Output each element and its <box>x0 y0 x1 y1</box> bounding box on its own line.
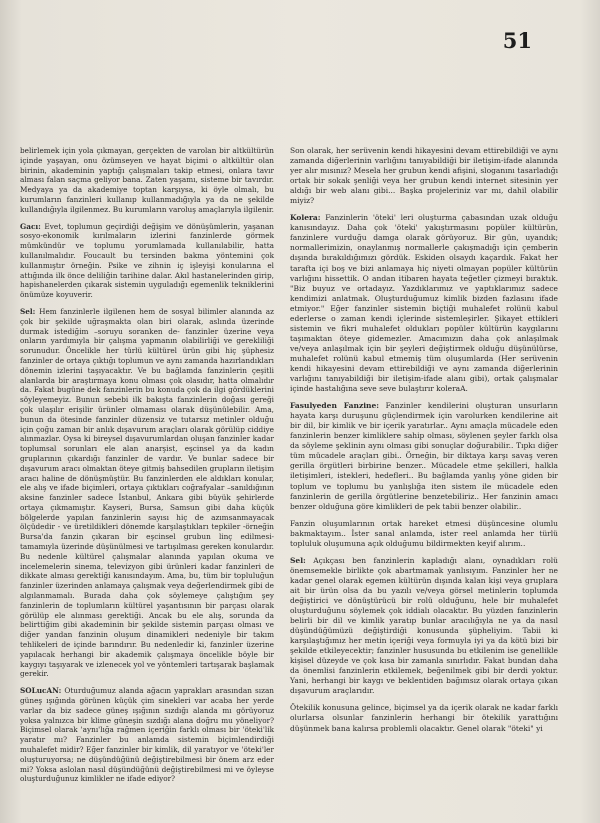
speaker-label: Kolera: <box>290 213 321 223</box>
speaker-label: Gacı: <box>20 221 41 231</box>
paragraph <box>290 556 558 697</box>
paragraph-text: Oturduğumuz alanda ağacın yaprakları arasından sızan güneş ışığında görünen küçük çim sinekleri var acaba her yerde varlar da biz sadece güneş ışığının sızdığı alanda mı görüyoruz yoksa yalnızca bir klime güneşin sızdığı alana doğru mu yöneliyor? Biçimsel olarak 'aynı'lığa rağmen içeriğin farklı olması bir 'öteki'lik yaratır mı? Fanzinler bu anlamda sistemin biçimlendirdiği muhalefet midir? Eğer fanzinler bir kimlik, dil yaratıyor ve 'öteki'ler oluşturuyorsa; ne düşündüğünü değiştirebilmesi bir önem arz eder mi? Yoksa aslolan nasıl düşündüğünü değiştirebilmesi mi ve öyleyse oluşturduğunuz kimlikler ne ifade ediyor? <box>20 686 274 784</box>
paragraph-text: Fanzinlerin 'öteki' leri oluşturma çabasından uzak olduğu kanısındayız. Daha çok 'öteki' yakıştırmasını popüler kültürün, fanzinlere vurduğu damga olarak görüyoruz. Bir gün, uyandık; normallerimizin, onaylanmış normallerle çakışmadığı için çemberin dışında bırakıldığımızı gördük. Eskiden olsaydı kaçardık. Fakat her tarafta içi boş ve bizi anlamaya hiç niyeti olmayan popüler kültürün varlığını hissettik. O andan itibaren hayata teğetler çizmeyi bıraktık. "Biz buyuz ve ortadayız. Yazdıklarımız ve yaptıklarımız sadece kendimizi anlatmak. Oluşturduğumuz kimlik bizden fazlasını ifade etmiyor." Eğer fanzinler sistemin biçtiği muhalefet rolünü kabul ederlerse o zaman kendi içlerinde sistemleşirler. Şikayet ettikleri sistemin ve fikri muhalefet oldukları popüler kültürün kaygılarını taşımaktan öteye gidemezler. Amacımızın daha çok anlaşılmak ve/veya anlaşılmak için bir şeyleri değiştirmek olduğu düşünülürse, muhalefet rolünü kabul etmemiş tüm oluşumlarda (Her serüvenin kendi hikayesini devam ettirebildiği ve aynı zamanda diğerlerinin varlığını tanıyabildiği bir iletişim-ifade alanı gibi), ortak çalışmalar içinde hastalığına seve seve bulaştırır koleraA. <box>290 213 558 394</box>
speaker-label: Fasulyeden Fanzine: <box>290 401 380 411</box>
paragraph <box>20 222 274 300</box>
speaker-label: SOLucAN: <box>20 686 62 696</box>
paragraph-text: Açıkçası ben fanzinlerin kapladığı alanı, oynadıkları rolü önemsemekle birlikte çok abartmamak yanlısıyım. Fanzinler her ne kadar genel olarak egemen kültürün dışında kalan kişi veya gruplara ait bir ürün olsa da bu yazılı ve/veya görsel metinlerin toplumda değiştirici ve dönüştürücü bir rolü olduğunu, hele bir muhalefet oluşturduğunu söylemek çok iddialı olacaktır. Bu yüzden fanzinlerin belirli bir dil ve kimlik yaratıp bunlar aracılığıyla ne ya da nasıl düşündüğümüzü değiştirdiği konusunda şüpheliyim. Tabii ki karşılaştığımız her metin içeriği veya formuyla iyi ya da kötü bizi bir şekilde etkileyecektir; fanzinler hususunda bu etkilenim ise genellikle kişisel düzeyde ve çok kısa bir zamanla sınırlıdır. Fakat bundan daha da önemlisi fanzinlerin etkilemek, beğenilmek gibi bir derdi yoktur. Yani, herhangi bir kaygı ve beklentiden bağımsız olarak ortaya çıkan dışavurum araçlarıdır. <box>290 555 558 696</box>
paragraph-text: Son olarak, her serüvenin kendi hikayesini devam ettirebildiği ve aynı zamanda diğerlerinin varlığını tanıyabildiği bir iletişim-ifade alanında yer alır mısınız? Mesela her grubun kendi afişini, sloganını tasarladığı ortak bir sokak şenliği veya her grubun kendi internet sitesinin yer aldığı bir web alanı gibi... Başka projeleriniz var mı, dahil olabilir miyiz? <box>290 146 558 206</box>
paragraph <box>290 146 558 206</box>
paragraph <box>290 213 558 394</box>
speaker-label: Sel: <box>20 306 36 316</box>
paragraph <box>290 703 558 733</box>
paragraph-text: Ötekilik konusuna gelince, biçimsel ya da içerik olarak ne kadar farklı olurlarsa olsunlar fanzinlerin herhangi bir ötekilik yarattığını düşünmek bana kalırsa problemli olacaktır. Genel olarak "öteki" yi <box>290 703 558 733</box>
page-number: 51 <box>502 28 532 53</box>
left-column <box>20 146 274 791</box>
paragraph-text: Fanzinler kendilerini oluşturan unsurların hayata karşı duruşunu güçlendirmek için varolurken kendilerine ait bir dil, bir kimlik ve bir içerik yaratırlar.. Aynı amaçla mücadele eden fanzinlerin benzer kimliklere sahip olması, söylenen şeyler farklı olsa da söyleme şeklinin aynı olması gibi sonuçlar doğurabilir.. Tıpkı diğer tüm mücadele araçları gibi.. Örneğin, bir diktaya karşı savaş veren gerilla örgütleri birbirine benzer.. Mücadele etme şekilleri, halkla iletişimleri, istekleri, hedefleri.. Bu bağlamda yanlış yöne giden bir toplum ve toplumu bu yanlışlığa iten sistem ile mücadele eden fanzinlerin de gerilla örgütlerine benzetebiliriz.. Her fanzinin amacı benzer olduğuna göre kimlikleri de pek tabii benzer olabilir.. <box>290 401 558 511</box>
paragraph <box>290 519 558 549</box>
paragraph <box>290 401 558 512</box>
paragraph <box>20 307 274 679</box>
paragraph-text: belirlemek için yola çıkmayan, gerçekten de varolan bir altkültürün içinde yaşayan, onu özümseyen ve hayat biçimi o altkültür olan birinin, akademinin yaptığı çalışmaları takip etmesi, onlara tavır alması falan saçma geliyor bana. Zaten yaşamı, sisteme bir tavırdır. Medyaya ya da akademiye toptan karşıysa, ki öyle olmalı, bu kurumların fanzinleri kullanıp kullanmadığıyla ya da ne şekilde kullandığıyla ilgilenmez. Bu kurumların varoluş amaçlarıyla ilgilenir. <box>20 146 275 214</box>
paragraph-text: Hem fanzinlerle ilgilenen hem de sosyal bilimler alanında az çok bir şekilde uğraşmakta olan biri olarak, aslında üzerinde durmak istediğim –soruyu soranken de- fanzinler üzerine veya onların yardımıyla bir çalışma yapmanın olabilirliği ve gerekliliği sorunudur. Öncelikle her türlü kültürel ürün gibi hiç şüphesiz fanzinler de ortaya çıktığı toplumun ve aynı zamanda hazırlandıkları dönemin izlerini taşıyacaktır. Ve bu bağlamda fanzinlerin çeşitli alanlarda bir araştırmaya konu olması çok olasıdır, hatta olmalıdır da. Fakat bugüne dek fanzinlerin bu konuda çok da ilgi gördüklerini söyleyemeyiz. Bunun sebebi ilk bakışta fanzinlerin doğası gereği çok ulaşılır erişilir ürünler olmaması olarak düşünülebilir. Ama, bunun da ötesinde fanzinler düzensiz ve tutarsız metinler olduğu için çoğu zaman bir anlık dışavurum araçları olarak görülüp ciddiye alınmazlar. Oysa ki bireysel dışavurumlardan oluşan fanzinler kadar toplumsal sorunları ele alan anarşist, eşcinsel ya da kadın gruplarının çıkardığı fanzinler de vardır. Ve bunlar sadece bir dışavurum aracı olmaktan öteye gitmiş bahsedilen grupların iletişim aracı haline de dönüşmüştür. Bu fanzinlerden ele aldıkları konular, ele alış ve ifade biçimleri, ortaya çıktıkları coğrafyalar –sanıldığının aksine fanzinler sadece İstanbul, Ankara gibi büyük şehirlerde ortaya çıkmamıştır. Kayseri, Bursa, Samsun gibi daha küçük bölgelerde yapılan fanzinlerin sayısı hiç de azımsanmayacak ölçüdedir - ve üretildikleri dönemde karşılaştıkları tepkiler -örneğin Bursa'da fanzin çıkaran bir eşcinsel grubun linç edilmesi- tamamıyla üzerinde düşünülmesi ve tartışılması gereken konulardır. Bu nedenle kültürel çalışmalar alanında yapılan okuma ve incelemelerin sinema, televizyon gibi ürünleri kadar fanzinleri de dikkate alması gerektiği kanısındayım. Ama, bu, tüm bir topluluğun fanzinler üzerinden anlamaya çalışmak veya değerlendirmek gibi de algılanmamalı. Burada daha çok söylemeye çalıştığım şey fanzinlerin de toplumların kültürel yaşantısının bir parçası olarak görülüp ele alınması gerektiği. Ancak bu ele alış, sorunda da belirttiğim gibi akademinin bir şekilde sistemin parçası olması ve diğer yandan fanzinin oluşum dinamikleri nedeniyle bir takım tehlikeleri de içinde barındırır. Bu nedenledir ki, fanzinler üzerine yapılacak herhangi bir akademik çalışmaya öncelikle böyle bir kaygıyı taşıyarak ve izlenecek yol ve yöntemleri tartışarak başlamak gerekir. <box>20 306 275 679</box>
paragraph <box>20 146 274 215</box>
paragraph-text: Evet, toplumun geçirdiği değişim ve dönüşümlerin, yaşanan sosyo-ekonomik kırılmaların izlerini fanzinlerde görmek mümkündür ve toplumu yorumlamada kullanılabilir, hatta kullanılmalıdır. Foucault bu tersinden bakma yöntemini çok kullanmıştır örneğin. Psike ve zihnin iç işleyişi konularına el attığında ilk önce deliliğin tarihine dalar. Akıl hastanelerinden girip, hapishanelerden çıkarak sistemin uyguladığı egemenlik tekniklerini önümüze koyuverir. <box>20 221 274 300</box>
paragraph-text: Fanzin oluşumlarının ortak hareket etmesi düşüncesine olumlu bakmaktayım.. İster sanal anlamda, ister reel anlamda her türlü topluluk oluşumuna açık olduğumu bildirmekten keyif alırım.. <box>290 518 558 548</box>
right-column <box>290 146 558 741</box>
speaker-label: Sel: <box>290 555 306 565</box>
paragraph <box>20 686 274 784</box>
